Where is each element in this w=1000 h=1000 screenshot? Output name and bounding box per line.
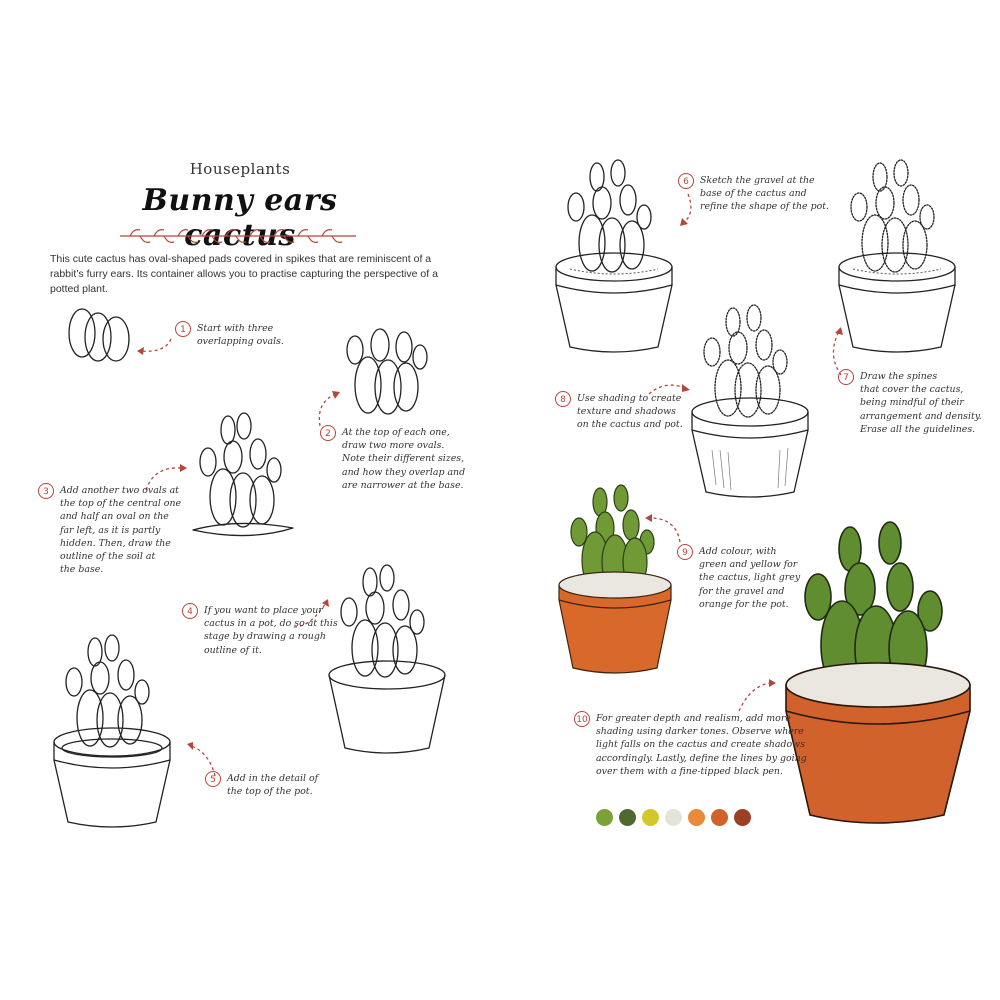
colour-swatch bbox=[734, 809, 751, 826]
step-number: 4 bbox=[182, 603, 198, 619]
decorative-vine-divider bbox=[118, 226, 358, 246]
step-1 bbox=[175, 322, 284, 348]
step-number: 5 bbox=[205, 771, 221, 787]
arrow-step-2 bbox=[312, 388, 342, 428]
step-8 bbox=[555, 392, 683, 432]
step-text: Add in the detail of the top of the pot. bbox=[227, 773, 319, 798]
step-6 bbox=[678, 174, 829, 214]
step-1-sketch bbox=[62, 305, 142, 375]
step-number: 6 bbox=[678, 173, 694, 189]
step-9 bbox=[677, 545, 800, 611]
step-number: 8 bbox=[555, 391, 571, 407]
step-2 bbox=[320, 426, 465, 492]
step-number: 10 bbox=[574, 711, 590, 727]
step-6-sketch bbox=[552, 155, 677, 355]
page-title: Bunny ears cactus bbox=[142, 183, 338, 253]
colour-swatch bbox=[711, 809, 728, 826]
step-9-coloured-cactus bbox=[555, 480, 675, 680]
step-4 bbox=[182, 604, 338, 657]
step-3 bbox=[38, 484, 181, 576]
step-text: Use shading to create texture and shadows on the cactus and pot. bbox=[577, 393, 683, 431]
colour-swatch bbox=[596, 809, 613, 826]
step-7 bbox=[838, 370, 982, 436]
step-number: 7 bbox=[838, 369, 854, 385]
step-3-sketch bbox=[188, 412, 303, 542]
colour-swatch bbox=[619, 809, 636, 826]
step-number: 1 bbox=[175, 321, 191, 337]
step-number: 3 bbox=[38, 483, 54, 499]
step-5 bbox=[205, 772, 318, 798]
step-text: If you want to place your cactus in a pot, do so at this stage by drawing a rough outline of it. bbox=[204, 605, 338, 656]
step-text: Add another two ovals at the top of the central one and half an oval on the far left, as it is partly hidden. Then, draw the outline of the soil at the base. bbox=[60, 485, 182, 576]
step-number: 9 bbox=[677, 544, 693, 560]
step-8-sketch bbox=[688, 300, 813, 500]
step-4-sketch bbox=[325, 560, 455, 760]
section-label: Houseplants bbox=[189, 160, 291, 178]
step-5-sketch bbox=[50, 630, 180, 830]
step-10-final-cactus bbox=[780, 515, 975, 830]
colour-palette bbox=[596, 809, 751, 826]
step-text: Sketch the gravel at the base of the cactus and refine the shape of the pot. bbox=[700, 175, 829, 213]
step-text: Start with three overlapping ovals. bbox=[197, 323, 284, 348]
step-text: At the top of each one, draw two more ovals. Note their different sizes, and how they overlap and are narrower at the base. bbox=[342, 427, 466, 491]
step-10 bbox=[574, 712, 807, 778]
step-text: Draw the spines that cover the cactus, being mindful of their arrangement and density. Erase all the guidelines. bbox=[860, 371, 982, 435]
colour-swatch bbox=[665, 809, 682, 826]
step-text: For greater depth and realism, add more shading using darker tones. Observe where light falls on the cactus and create shadows accordingly. Lastly, define the lines by going over them with a fine-tipped black pen. bbox=[596, 713, 807, 777]
arrow-step-9 bbox=[640, 512, 685, 547]
arrow-step-1 bbox=[135, 335, 175, 360]
step-text: Add colour, with green and yellow for the cactus, light grey for the gravel and orange for the pot. bbox=[699, 546, 801, 610]
step-2-sketch bbox=[340, 325, 440, 420]
colour-swatch bbox=[642, 809, 659, 826]
step-number: 2 bbox=[320, 425, 336, 441]
colour-swatch bbox=[688, 809, 705, 826]
intro-paragraph: This cute cactus has oval-shaped pads covered in spikes that are reminiscent of a rabbit’s furry ears. Its container allows you to practise capturing the perspective of a potted plant. bbox=[50, 253, 438, 295]
arrow-step-10 bbox=[735, 675, 780, 715]
